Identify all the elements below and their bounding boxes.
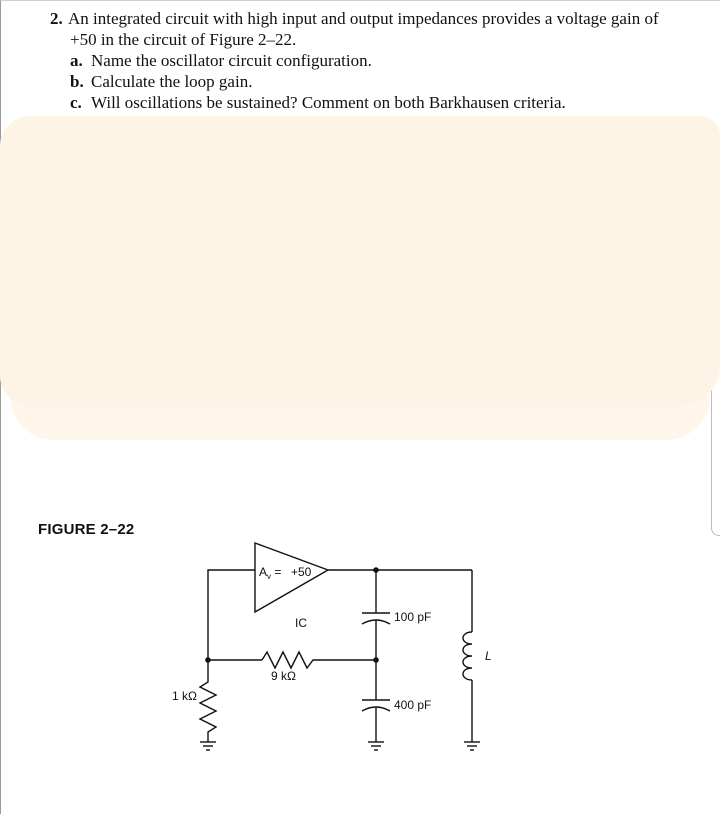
inductor-label: L <box>485 649 492 663</box>
figure-caption: FIGURE 2–22 <box>38 521 135 538</box>
part-letter: b. <box>70 72 84 91</box>
part-letter: c. <box>70 93 82 112</box>
amp-name-label: IC <box>295 616 307 630</box>
amp-gain-symbol: $A_v$ = <box>259 565 282 581</box>
part-text: Name the oscillator circuit configuration. <box>91 51 372 70</box>
resistor-9k <box>262 652 318 668</box>
question-text-continued: +50 in the circuit of Figure 2–22. <box>70 30 297 49</box>
question-number: 2. <box>50 9 63 28</box>
part-text: Calculate the loop gain. <box>91 72 253 91</box>
amp-gain-label: +50 <box>291 565 312 579</box>
part-letter: a. <box>70 51 83 70</box>
cap-400pf-label: 400 pF <box>394 698 432 712</box>
feedback-wire-left <box>208 570 255 660</box>
inductor-coil <box>463 632 472 680</box>
resistor-1k <box>200 660 216 742</box>
part-text: Will oscillations be sustained? Comment on both Barkhausen criteria. <box>91 93 566 112</box>
cap-100pf-label: 100 pF <box>394 610 432 624</box>
resistor-1k-label: 1 kΩ <box>172 689 197 703</box>
resistor-9k-label: 9 kΩ <box>271 669 296 683</box>
question-text: An integrated circuit with high input and output impedances provides a voltage gain of <box>68 9 659 28</box>
